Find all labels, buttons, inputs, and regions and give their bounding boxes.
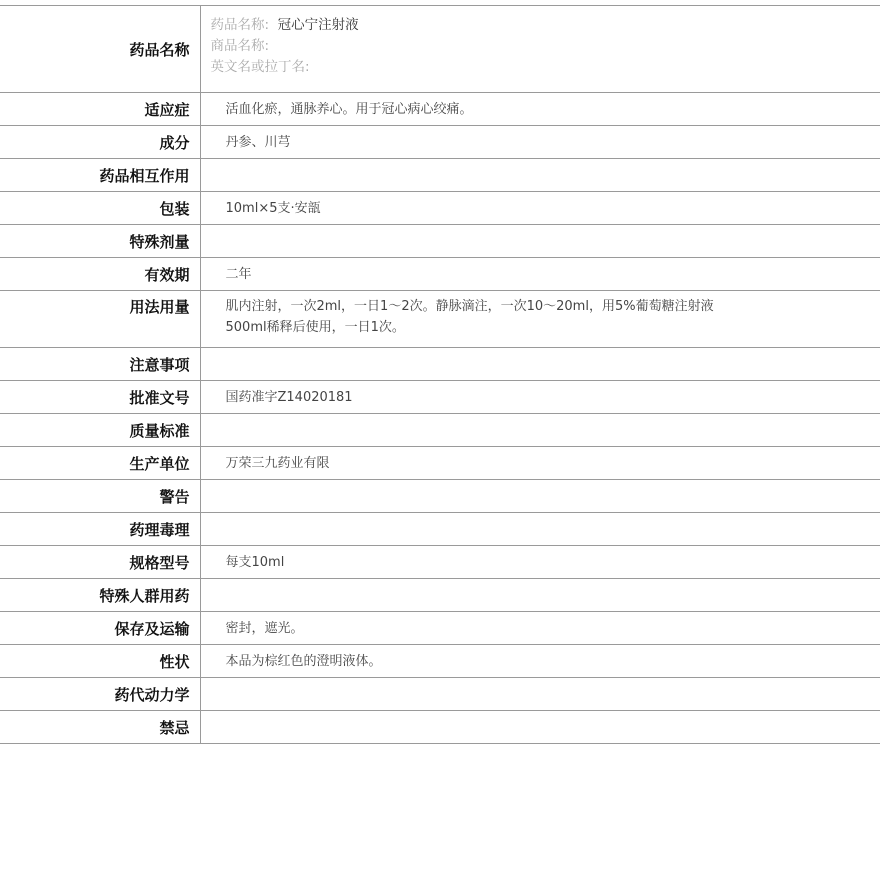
table-row-ingredients — [0, 126, 880, 159]
row-value — [200, 225, 880, 258]
row-label: 质量标准 — [0, 414, 200, 447]
row-label: 规格型号 — [0, 546, 200, 579]
generic-name-line — [211, 15, 880, 36]
row-label: 成分 — [0, 126, 200, 159]
table-row-interactions — [0, 159, 880, 192]
row-value — [200, 513, 880, 546]
row-value — [200, 348, 880, 381]
row-value: 本品为棕红色的澄明液体。 — [200, 645, 880, 678]
row-label: 注意事项 — [0, 348, 200, 381]
table-row-description — [0, 645, 880, 678]
generic-name-value: 冠心宁注射液 — [277, 17, 359, 33]
row-value: 活血化瘀，通脉养心。用于冠心病心绞痛。 — [200, 93, 880, 126]
row-label: 性状 — [0, 645, 200, 678]
row-label: 药品名称 — [0, 6, 200, 93]
row-label: 保存及运输 — [0, 612, 200, 645]
english-name-key: 英文名或拉丁名: — [210, 59, 310, 75]
row-label: 禁忌 — [0, 711, 200, 744]
row-value: 二年 — [200, 258, 880, 291]
table-row-specification — [0, 546, 880, 579]
drug-spec-table — [0, 5, 880, 744]
table-row-packaging — [0, 192, 880, 225]
row-label: 警告 — [0, 480, 200, 513]
table-row-storage — [0, 612, 880, 645]
row-label: 药代动力学 — [0, 678, 200, 711]
row-value — [200, 414, 880, 447]
row-value: 每支10ml — [200, 546, 880, 579]
row-value: 丹参、川芎 — [200, 126, 880, 159]
table-row-approval-number — [0, 381, 880, 414]
table-row-pharmacology — [0, 513, 880, 546]
table-row-shelf-life — [0, 258, 880, 291]
table-row-special-populations — [0, 579, 880, 612]
row-label: 药品相互作用 — [0, 159, 200, 192]
row-label: 特殊剂量 — [0, 225, 200, 258]
table-row-manufacturer — [0, 447, 880, 480]
row-label: 有效期 — [0, 258, 200, 291]
row-value: 万荣三九药业有限 — [200, 447, 880, 480]
row-value — [200, 579, 880, 612]
trade-name-line — [211, 36, 880, 57]
row-value — [200, 159, 880, 192]
row-label: 特殊人群用药 — [0, 579, 200, 612]
row-label: 药理毒理 — [0, 513, 200, 546]
table-row-indication — [0, 93, 880, 126]
generic-name-key: 药品名称: — [210, 17, 270, 33]
usage-text: 肌内注射，一次2ml，一日1～2次。静脉滴注，一次10～20ml，用5%葡萄糖注射液500ml稀释后使用，一日1次。 — [225, 299, 714, 335]
row-label: 包装 — [0, 192, 200, 225]
table-row-warning — [0, 480, 880, 513]
row-label: 用法用量 — [0, 291, 200, 348]
row-label: 生产单位 — [0, 447, 200, 480]
row-label: 批准文号 — [0, 381, 200, 414]
row-value — [200, 711, 880, 744]
english-name-line — [211, 57, 880, 78]
table-row-special-dosage — [0, 225, 880, 258]
table-row-drug-name — [0, 6, 880, 93]
row-value — [200, 678, 880, 711]
row-value — [200, 480, 880, 513]
row-value: 密封，遮光。 — [200, 612, 880, 645]
table-row-precautions — [0, 348, 880, 381]
drug-name-block — [200, 6, 880, 93]
trade-name-key: 商品名称: — [210, 38, 270, 54]
table-row-contraindications — [0, 711, 880, 744]
row-value: 国药准字Z14020181 — [200, 381, 880, 414]
row-value: 10ml×5支·安瓿 — [200, 192, 880, 225]
row-value — [200, 291, 880, 348]
table-row-quality-standard — [0, 414, 880, 447]
table-row-pharmacokinetics — [0, 678, 880, 711]
table-row-usage-dosage — [0, 291, 880, 348]
row-label: 适应症 — [0, 93, 200, 126]
